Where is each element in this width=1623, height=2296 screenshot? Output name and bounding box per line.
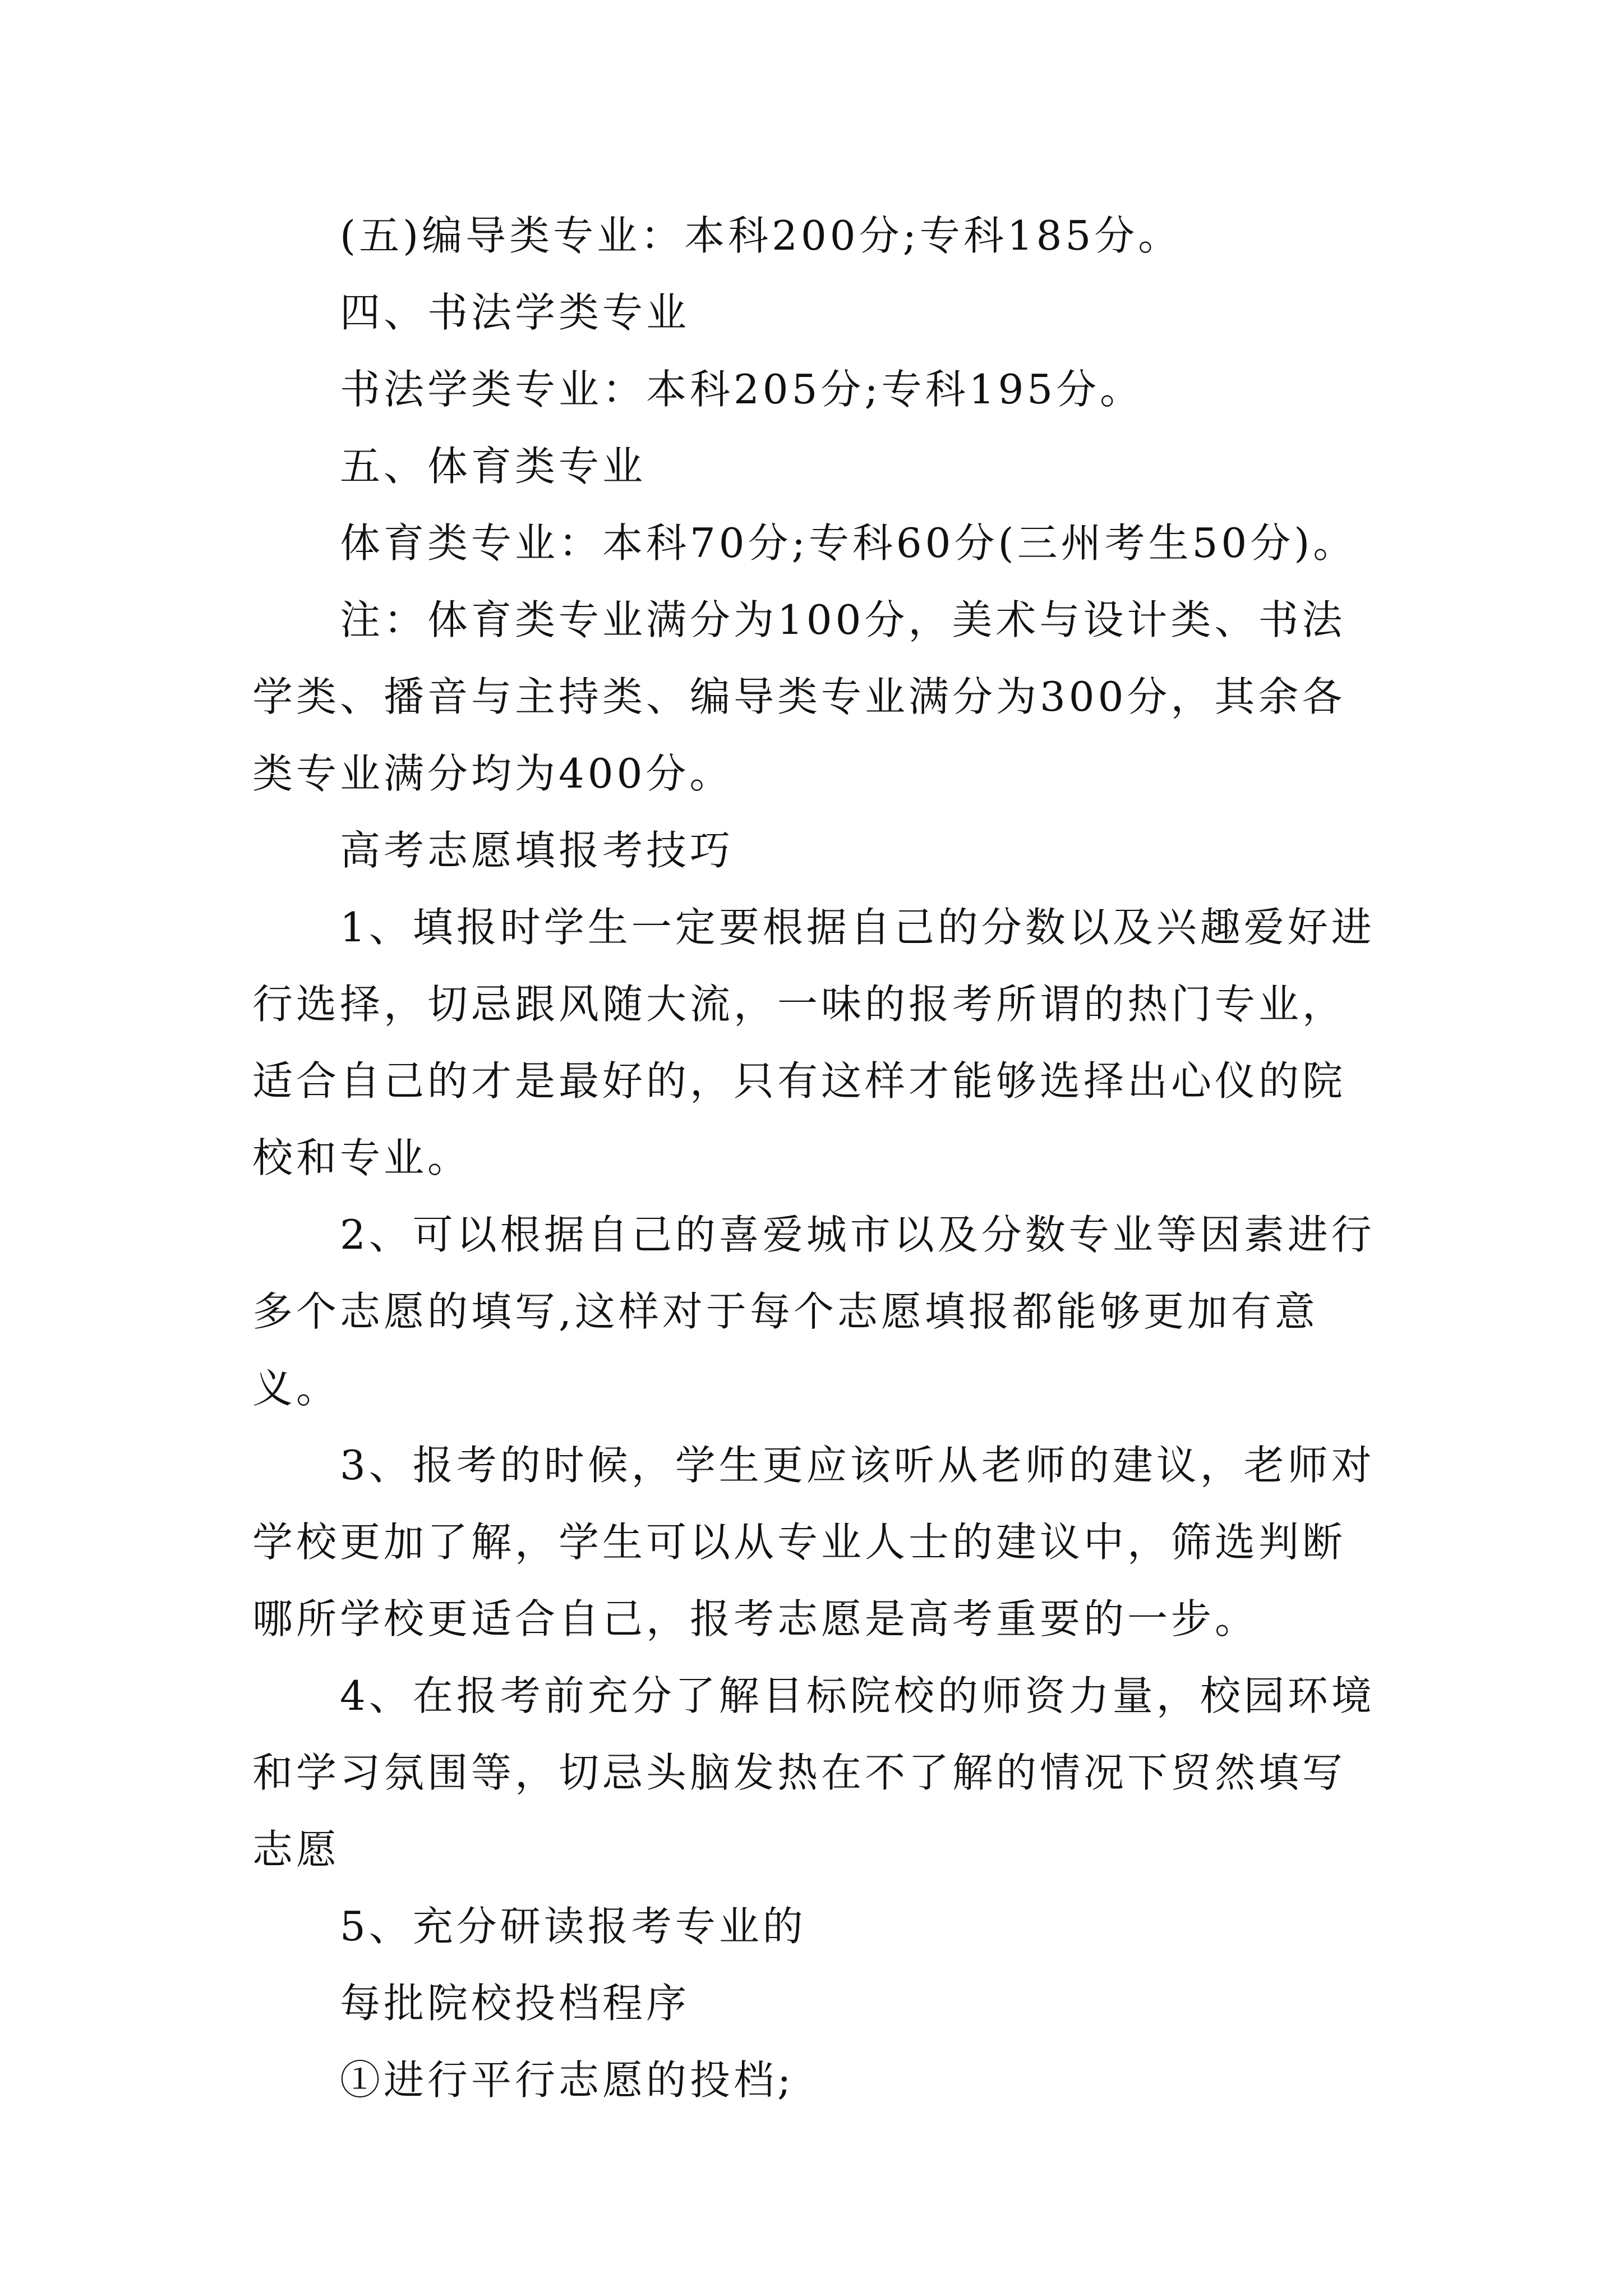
section-heading-sports: 五、体育类专业 <box>340 443 647 490</box>
tip-2: 2、可以根据自己的喜爱城市以及分数专业等因素进行多个志愿的填写,这样对于每个志愿填报都能够更加有意义。 <box>252 1211 1375 1412</box>
procedure-item-1: ①进行平行志愿的投档; <box>340 2056 795 2104</box>
paragraph-5: 体育类专业：本科70分;专科60分(三州考生50分)。 <box>340 519 1357 567</box>
section-heading-calligraphy: 四、书法学类专业 <box>340 289 690 336</box>
tip-3: 3、报考的时候，学生更应该听从老师的建议，老师对学校更加了解，学生可以从专业人士的建议中，筛选判断哪所学校更适合自己，报考志愿是高考重要的一步。 <box>252 1442 1375 1642</box>
paragraph-1: (五)编导类专业：本科200分;专科185分。 <box>340 212 1182 259</box>
document-body <box>252 197 1381 2119</box>
note-paragraph: 注：体育类专业满分为100分，美术与设计类、书法学类、播音与主持类、编导类专业满分为300分，其余各类专业满分均为400分。 <box>252 596 1346 797</box>
section-heading-procedure: 每批院校投档程序 <box>340 1980 690 2027</box>
section-heading-tips: 高考志愿填报考技巧 <box>340 827 734 874</box>
tip-1: 1、填报时学生一定要根据自己的分数以及兴趣爱好进行选择，切忌跟风随大流，一味的报考所谓的热门专业，适合自己的才是最好的，只有这样才能够选择出心仪的院校和专业。 <box>252 904 1375 1181</box>
paragraph-3: 书法学类专业：本科205分;专科195分。 <box>340 366 1144 413</box>
tip-5: 5、充分研读报考专业的 <box>340 1903 806 1950</box>
tip-4: 4、在报考前充分了解目标院校的师资力量，校园环境和学习氛围等，切忌头脑发热在不了解的情况下贸然填写志愿 <box>252 1672 1375 1873</box>
